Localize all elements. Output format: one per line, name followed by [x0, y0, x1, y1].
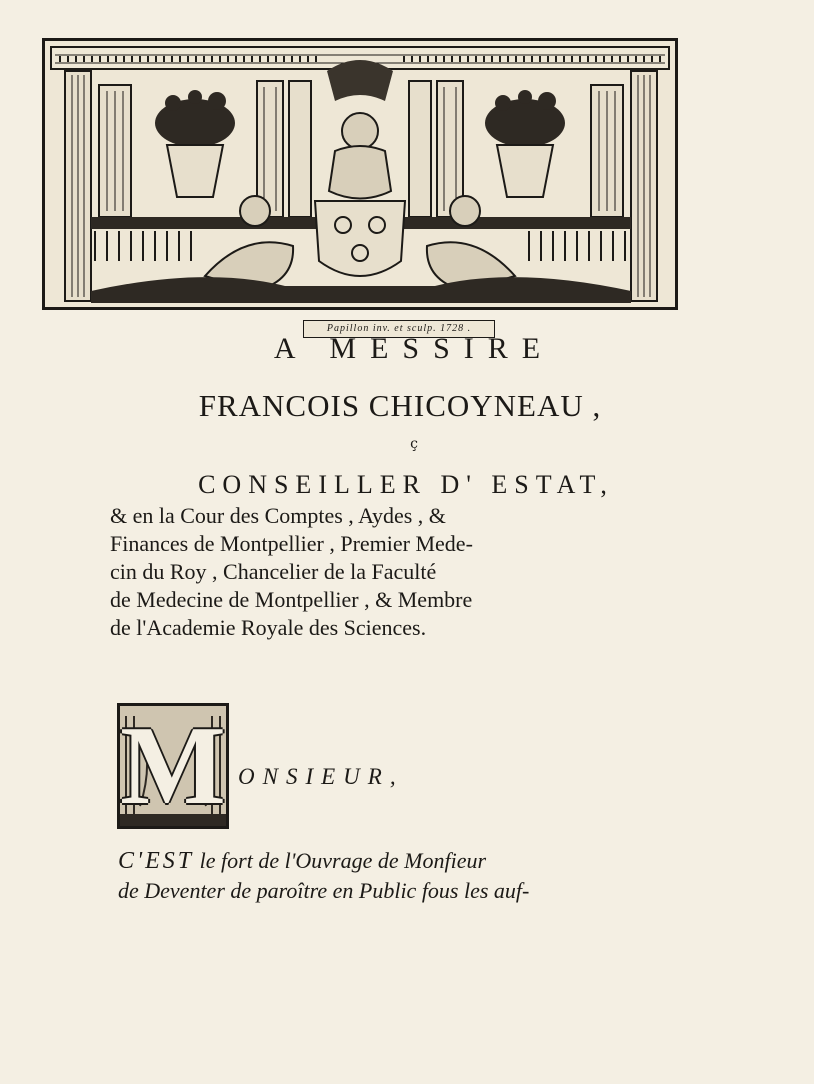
- dedication-body-line: cin du Roy , Chancelier de la Faculté: [110, 559, 437, 584]
- text-line-1: [118, 848, 718, 875]
- text-line-2: de Deventer de paroître en Public fous les auf-: [118, 878, 530, 903]
- baroque-headpiece-engraving-icon: [45, 41, 675, 307]
- salutation-text: ONSIEUR,: [238, 764, 404, 789]
- dedication-body-line: de l'Academie Royale des Sciences.: [110, 615, 427, 640]
- dedicatee-name: FRANCOIS CHICOYNEAU ,: [198, 388, 602, 423]
- dedication-heading: A MESSIRE: [273, 332, 555, 365]
- dedicatee-title: CONSEILLER D' ESTAT,: [198, 470, 614, 499]
- dedication-body-line: de Medecine de Montpellier , & Membre: [110, 587, 473, 612]
- engraver-imprint: Papillon inv. et sculp. 1728 .: [303, 320, 495, 338]
- dedication-body-line: Finances de Montpellier , Premier Mede-: [110, 531, 473, 556]
- ornamental-headpiece: [42, 38, 678, 334]
- ornamental-dropcap: [117, 703, 229, 829]
- opening-words: C'EST: [118, 848, 195, 874]
- cedilla-mark: ç: [410, 436, 418, 452]
- dedication-body: [110, 502, 690, 642]
- dropcap-letter: M: [120, 704, 226, 828]
- text-line-1-rest: le fort de l'Ouvrage de Monfieur: [194, 848, 487, 873]
- dedication-body-line: & en la Cour des Comptes , Aydes , &: [110, 503, 446, 528]
